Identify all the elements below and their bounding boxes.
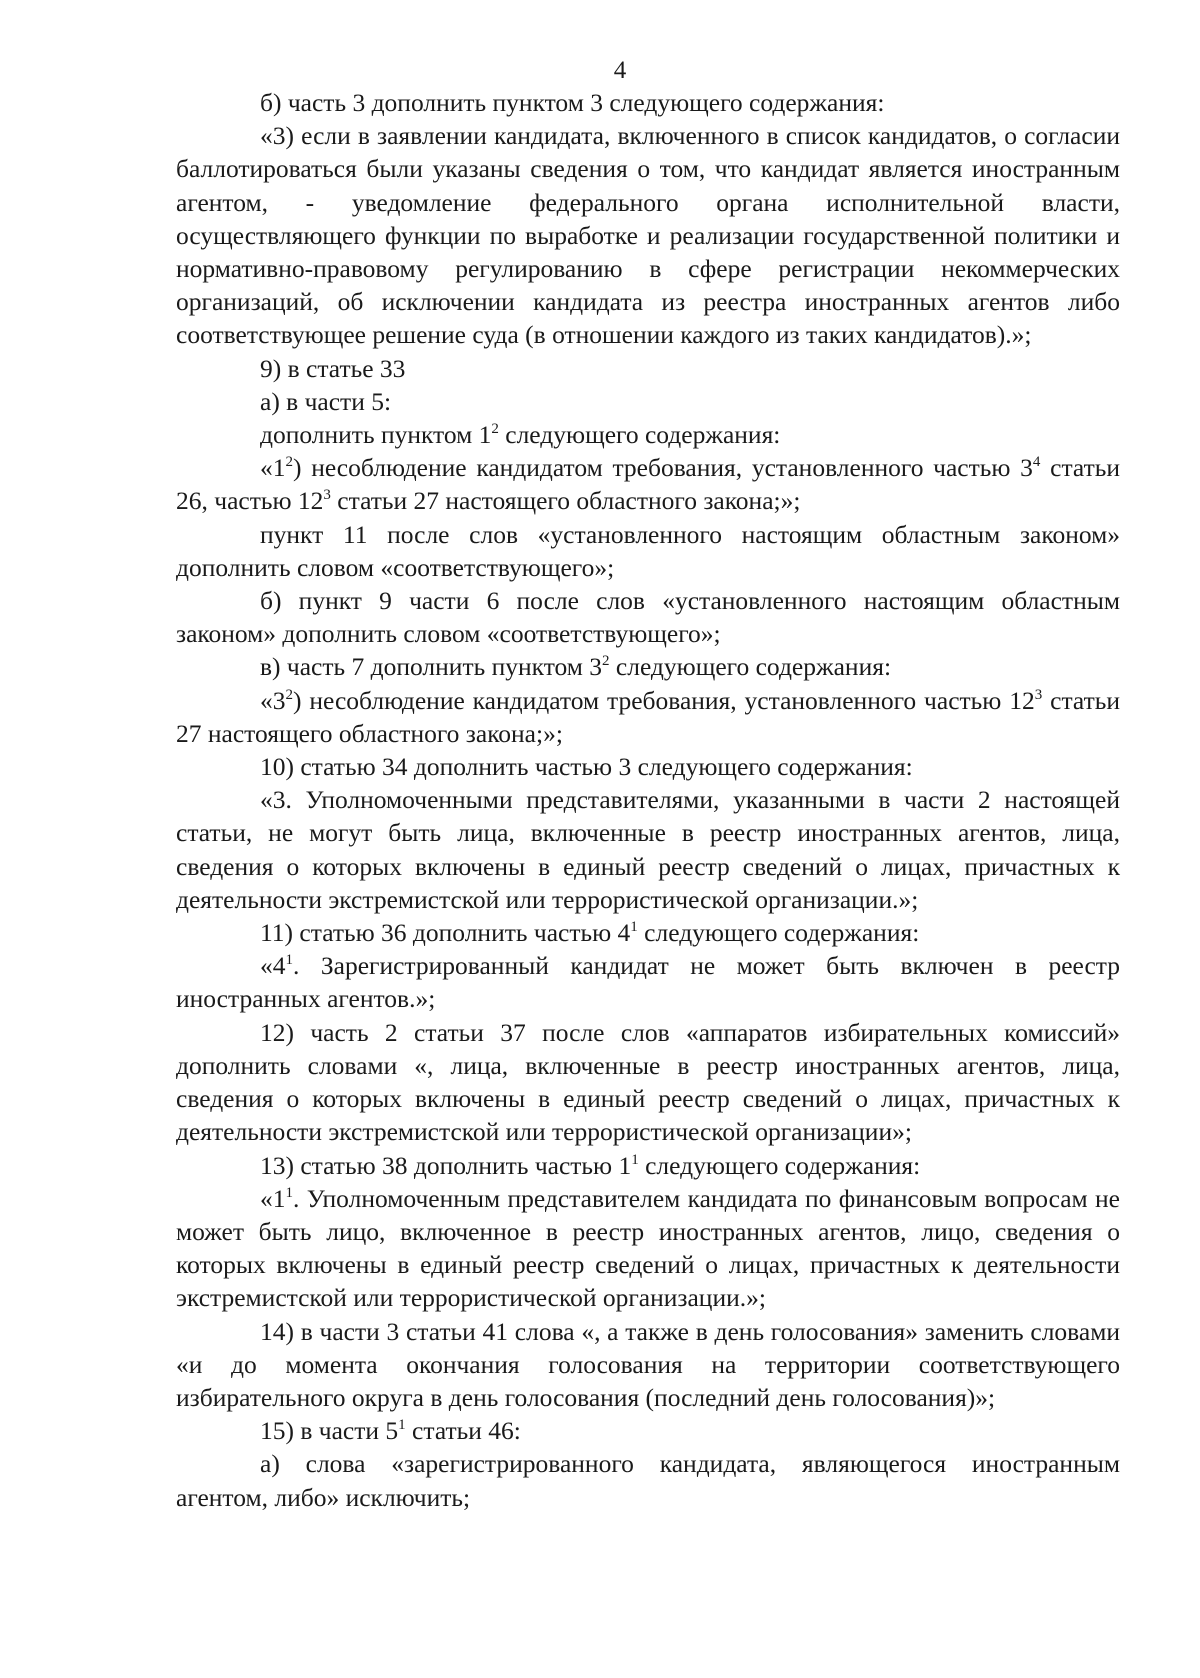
text-run: «3) если в заявлении кандидата, включенного в список кандидатов, о согласии баллотироваться были указаны сведения о том, что кандидат является иностранным агентом, - уведомление федерального органа исполнительной власти, осуществляющего функции по выработке и реализации государственной политики и нормативно-правовому регулированию в сфере регистрации некоммерческих организаций, об исключении кандидата из реестра иностранных агентов либо соответствующее решение суда (в отношении каждого из таких кандидатов).»; bbox=[176, 121, 1127, 350]
text-run: а) в части 5: bbox=[260, 386, 392, 416]
text-run: ) несоблюдение кандидатом требования, установленного частью 12 bbox=[293, 685, 1035, 715]
text-run: 13) статью 38 дополнить частью 1 bbox=[260, 1150, 632, 1180]
text-run: 11) статью 36 дополнить частью 4 bbox=[260, 918, 631, 948]
superscript: 3 bbox=[323, 487, 331, 504]
text-run: в) часть 7 дополнить пунктом 3 bbox=[260, 652, 603, 682]
text-run: . Уполномоченным представителем кандидата по финансовым вопросам не может быть лицо, включенное в реестр иностранных агентов, лицо, сведения о которых включены в единый реестр сведений о лицах, причастных к деятельности экстремистской или террористической организации.»; bbox=[176, 1183, 1127, 1313]
text-run: статьи 46: bbox=[405, 1416, 521, 1446]
text-run: следующего содержания: bbox=[638, 1150, 921, 1180]
text-run: «1 bbox=[260, 1183, 286, 1213]
superscript: 2 bbox=[285, 454, 293, 471]
superscript: 1 bbox=[285, 952, 293, 969]
paragraph bbox=[176, 1414, 1120, 1447]
text-run: а) слова «зарегистрированного кандидата, являющегося иностранным агентом, либо» исключить; bbox=[176, 1449, 1127, 1512]
paragraph bbox=[176, 451, 1127, 517]
paragraph bbox=[176, 650, 1120, 683]
paragraph bbox=[176, 1315, 1127, 1415]
text-run: ) несоблюдение кандидатом требования, установленного частью 3 bbox=[293, 453, 1033, 483]
paragraph bbox=[176, 385, 1120, 418]
text-run: 15) в части 5 bbox=[260, 1416, 399, 1446]
text-run: пункт 11 после слов «установленного настоящим областным законом» дополнить словом «соответствующего»; bbox=[176, 519, 1127, 582]
text-run: 14) в части 3 статьи 41 слова «, а также в день голосования» заменить словами «и до момента окончания голосования на территории соответствующего избирательного округа в день голосования (последний день голосования)»; bbox=[176, 1316, 1127, 1412]
superscript: 2 bbox=[491, 421, 499, 438]
superscript: 1 bbox=[630, 919, 638, 936]
text-run: «1 bbox=[260, 453, 286, 483]
superscript: 1 bbox=[398, 1417, 406, 1434]
superscript: 3 bbox=[1034, 686, 1043, 703]
paragraph bbox=[176, 949, 1127, 1015]
text-run: 12) часть 2 статьи 37 после слов «аппаратов избирательных комиссий» дополнить словами «, лица, включенные в реестр иностранных агентов, лица, сведения о которых включены в единый реестр сведений о лицах, причастных к деятельности экстремистской или террористической организации»; bbox=[176, 1017, 1127, 1147]
text-run: статьи 26, частью 12 bbox=[176, 453, 1127, 516]
superscript: 4 bbox=[1032, 454, 1041, 471]
paragraph bbox=[176, 518, 1127, 584]
paragraph bbox=[176, 1182, 1127, 1315]
paragraph bbox=[176, 1447, 1127, 1513]
paragraph bbox=[176, 86, 1120, 119]
paragraph bbox=[176, 750, 1120, 783]
paragraph bbox=[176, 783, 1127, 916]
superscript: 1 bbox=[285, 1184, 293, 1201]
paragraph bbox=[176, 1149, 1120, 1182]
document-body bbox=[176, 86, 1127, 1514]
text-run: следующего содержания: bbox=[498, 420, 781, 450]
text-run: б) часть 3 дополнить пунктом 3 следующего содержания: bbox=[260, 88, 885, 117]
page-number: 4 bbox=[613, 57, 627, 84]
text-run: следующего содержания: bbox=[637, 918, 920, 948]
paragraph bbox=[176, 916, 1120, 949]
text-run: статьи 27 настоящего областного закона;»; bbox=[330, 486, 801, 516]
paragraph bbox=[176, 418, 1120, 451]
text-run: . Зарегистрированный кандидат не может быть включен в реестр иностранных агентов.»; bbox=[176, 951, 1127, 1014]
text-run: дополнить пунктом 1 bbox=[260, 420, 492, 450]
text-run: «3 bbox=[260, 685, 286, 715]
text-run: «3. Уполномоченными представителями, указанными в части 2 настоящей статьи, не могут быть лица, включенные в реестр иностранных агентов, лица, сведения о которых включены в единый реестр сведений о лицах, причастных к деятельности экстремистской или террористической организации.»; bbox=[176, 785, 1127, 914]
text-run: б) пункт 9 части 6 после слов «установленного настоящим областным законом» дополнить словом «соответствующего»; bbox=[176, 586, 1127, 649]
text-run: 10) статью 34 дополнить частью 3 следующего содержания: bbox=[260, 752, 913, 782]
text-run: статьи 27 настоящего областного закона;»; bbox=[176, 685, 1127, 748]
superscript: 1 bbox=[631, 1151, 639, 1168]
paragraph bbox=[176, 352, 1120, 385]
paragraph bbox=[176, 119, 1127, 351]
paragraph bbox=[176, 1016, 1127, 1149]
text-run: «4 bbox=[260, 951, 286, 981]
paragraph bbox=[176, 584, 1127, 650]
text-run: 9) в статье 33 bbox=[260, 353, 406, 383]
superscript: 2 bbox=[602, 653, 610, 670]
text-run: следующего содержания: bbox=[609, 652, 892, 682]
paragraph bbox=[176, 684, 1127, 750]
superscript: 2 bbox=[285, 686, 293, 703]
